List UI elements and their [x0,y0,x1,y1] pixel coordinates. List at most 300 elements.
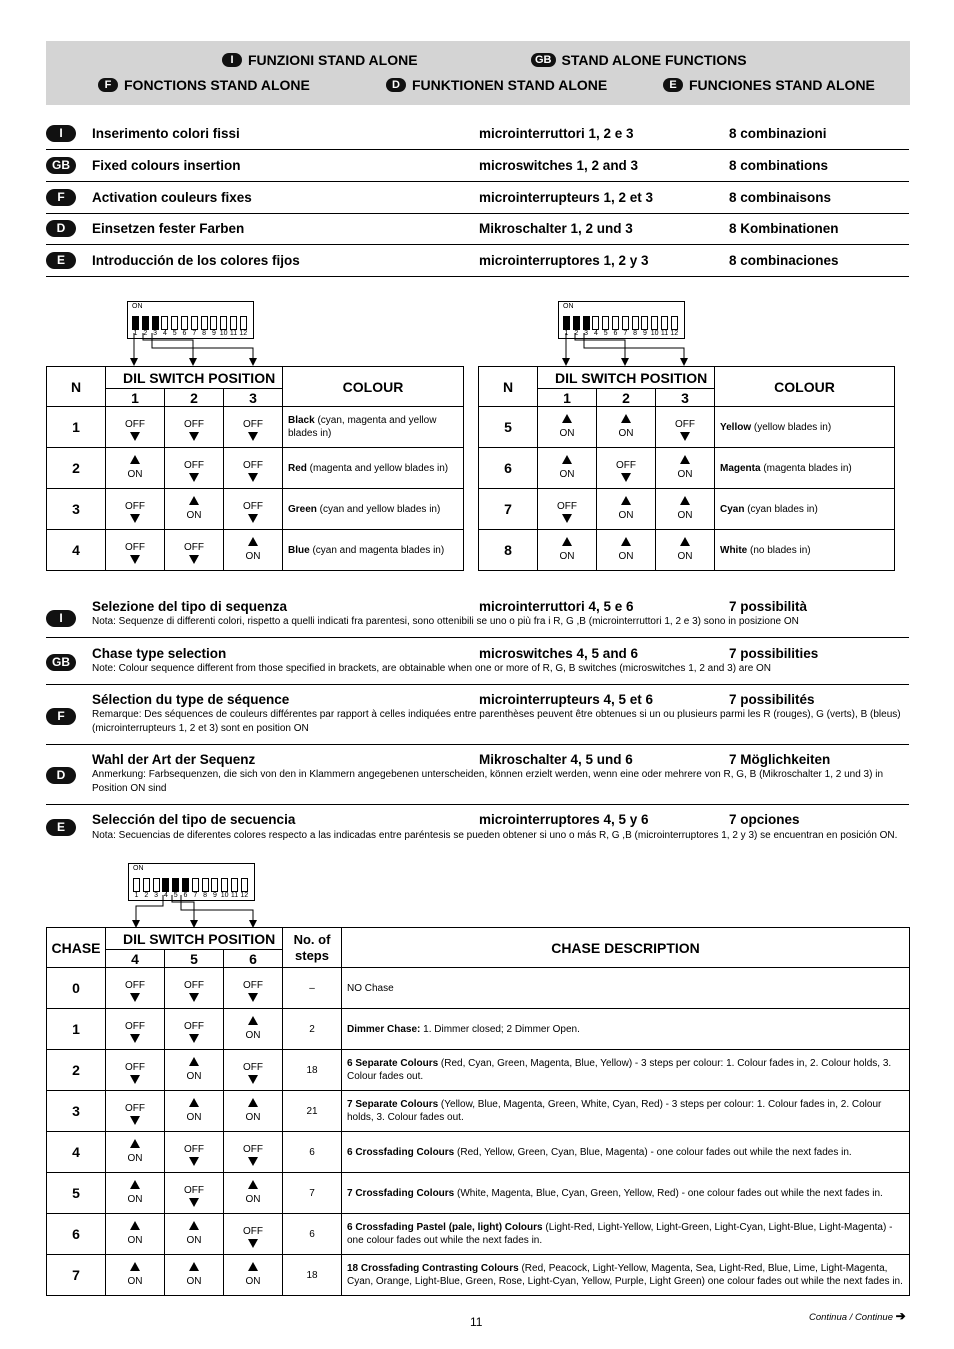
header-dil-switch: DIL SWITCH POSITION [106,928,283,950]
switch-state-off [106,407,165,448]
arrow-down-icon [248,1075,258,1084]
dip-switch-number: 9 [642,330,647,337]
chase-table [46,927,910,1296]
row-number: 4 [47,530,106,571]
dip-switch-number: 12 [239,330,248,337]
chase-number: 4 [47,1132,106,1173]
arrow-up-icon [130,1139,140,1148]
chase-detail: 1. Dimmer closed; 2 Dimmer Open. [420,1023,580,1035]
state-label: ON [186,1111,202,1123]
state-label: OFF [243,979,263,991]
switch-state-off [165,530,224,571]
colour-description [715,407,895,448]
state-label: OFF [184,979,204,991]
chase-name: Dimmer Chase: [347,1023,421,1035]
arrow-up-icon [248,1262,258,1271]
header-switch-6: 6 [224,950,283,968]
steps-count: 18 [283,1255,342,1296]
state-label: OFF [557,500,577,512]
dip-switch-number: 1 [133,330,138,337]
arrow-down-icon [248,993,258,1002]
banner-text: FONCTIONS STAND ALONE [124,77,310,93]
dip-switch-number: 7 [193,892,198,899]
state-label: ON [677,468,693,480]
colour-name: White [720,544,748,556]
state-label: ON [186,1070,202,1082]
header-switch-3: 3 [656,389,715,407]
row-switches: microinterrupteurs 1, 2 et 3 [479,190,654,205]
switch-state-off [165,1132,224,1173]
dip-switch-number: 2 [574,330,579,337]
chase-description [342,1132,910,1173]
arrow-up-icon [130,1262,140,1271]
row-switches: microinterruttori 1, 2 e 3 [479,126,634,141]
switch-state-on [165,489,224,530]
header-dil-switch: DIL SWITCH POSITION [106,367,283,389]
colour-detail: (cyan, magenta and yellow blades in) [288,415,437,439]
row-possibilities: 7 opciones [729,812,800,827]
row-combos: 8 combinations [729,158,829,173]
colour-detail: (cyan and yellow blades in) [316,503,441,515]
dip-switch-number: 7 [192,330,197,337]
table-row [47,530,464,571]
arrow-up-icon [130,455,140,464]
row-possibilities: 7 possibilità [729,599,808,614]
state-label: ON [618,427,634,439]
dip-switch-number: 11 [660,330,669,337]
switch-state-on [224,530,283,571]
dip-switch-number: 3 [584,330,589,337]
switch-state-on [656,489,715,530]
chase-number: 6 [47,1214,106,1255]
chase-name: 18 Crossfading Contrasting Colours [347,1263,519,1274]
state-label: ON [127,468,143,480]
arrow-down-icon [248,1157,258,1166]
arrow-down-icon [130,993,140,1002]
chase-description [342,1255,910,1296]
state-label: OFF [243,1061,263,1073]
lang-badge: GB [46,157,76,174]
table-row [47,1214,910,1255]
row-switches: microswitches 4, 5 and 6 [479,646,639,661]
row-title: Selezione del tipo di sequenza [92,599,288,614]
dip-switch-number: 7 [623,330,628,337]
state-label: OFF [125,1061,145,1073]
row-title: Introducción de los colores fijos [92,253,300,268]
dip-switch-number: 8 [202,330,207,337]
header-colour: COLOUR [715,367,895,407]
state-label: OFF [184,1020,204,1032]
arrow-down-icon [248,473,258,482]
fixed-row-fr [46,181,909,214]
chase-name: 7 Separate Colours [347,1099,439,1110]
arrow-down-icon [248,1239,258,1248]
row-number: 8 [479,530,538,571]
chase-detail: (Red, Cyan, Green, Magenta, Blue, Yellow) - 3 steps per colour: 1. Colour fades in, 2. Colour holds, 3. Colour fades out. [347,1058,892,1082]
colour-description [283,489,464,530]
lang-badge: E [46,819,76,836]
arrow-down-icon [189,555,199,564]
dip-on-label: ON [132,303,143,310]
state-label: OFF [184,1143,204,1155]
state-label: ON [127,1234,143,1246]
arrow-up-icon [562,455,572,464]
state-label: ON [618,509,634,521]
colour-description [283,407,464,448]
state-label: OFF [243,500,263,512]
arrow-down-icon [130,514,140,523]
switch-state-off [165,1173,224,1214]
state-label: ON [127,1193,143,1205]
row-title: Activation couleurs fixes [92,190,252,205]
row-switches: Mikroschalter 4, 5 und 6 [479,752,633,767]
arrow-down-icon [130,1034,140,1043]
colour-detail: (magenta blades in) [760,462,852,474]
state-label: OFF [243,1143,263,1155]
colour-detail: (no blades in) [747,544,811,556]
colour-detail: (cyan blades in) [744,503,818,515]
switch-state-off [165,1009,224,1050]
state-label: OFF [184,459,204,471]
arrow-up-icon [248,537,258,546]
row-number: 3 [47,489,106,530]
state-label: OFF [184,541,204,553]
arrow-right-icon: ➔ [895,1309,906,1323]
arrow-up-icon [680,455,690,464]
switch-state-off [165,448,224,489]
arrow-up-icon [189,496,199,505]
row-switches: microinterruptores 1, 2 y 3 [479,253,649,268]
switch-state-on [106,448,165,489]
colour-name: Yellow [720,421,752,433]
header-switch-1: 1 [106,389,165,407]
chase-number: 0 [47,968,106,1009]
continue-note [809,1309,906,1323]
arrow-up-icon [130,1180,140,1189]
switch-state-on [224,1173,283,1214]
arrow-down-icon [130,432,140,441]
dip-switch-number: 12 [240,892,249,899]
colour-name: Blue [288,544,310,556]
steps-count: 18 [283,1050,342,1091]
dip-switch-number: 9 [212,892,217,899]
row-number: 2 [47,448,106,489]
switch-state-on [597,530,656,571]
header-chase-description: CHASE DESCRIPTION [342,928,910,968]
state-label: ON [677,550,693,562]
switch-state-on [597,489,656,530]
row-switches: microinterrupteurs 4, 5 et 6 [479,692,654,707]
banner-title-gb [531,52,747,68]
banner-title-it [222,52,418,68]
state-label: OFF [125,418,145,430]
steps-count: 6 [283,1214,342,1255]
row-number: 5 [479,407,538,448]
row-possibilities: 7 possibilités [729,692,815,707]
table-row [47,448,464,489]
arrow-up-icon [189,1098,199,1107]
switch-state-off [106,530,165,571]
banner-title-es [663,77,875,93]
lang-badge: F [46,708,76,725]
arrow-up-icon [248,1016,258,1025]
page-number: 11 [470,1315,483,1329]
dip-switch-number: 6 [613,330,618,337]
dip-switch-number: 11 [230,892,239,899]
table-row [47,1050,910,1091]
chase-detail: (Light-Red, Light-Yellow, Light-Green, Light-Cyan, Light-Blue, Light-Magenta) - one colour fades out while the next fades in. [347,1222,893,1246]
dip-switch-number: 5 [603,330,608,337]
row-title: Sélection du type de séquence [92,692,290,707]
switch-state-off [106,1009,165,1050]
switch-state-on [106,1214,165,1255]
switch-connector-arrows [128,890,268,930]
switch-state-off [165,407,224,448]
header-chase: CHASE [47,928,106,968]
state-label: ON [186,509,202,521]
lang-badge: I [46,125,76,142]
continue-text: Continua / Continue [809,1312,893,1323]
row-title: Selección del tipo de secuencia [92,812,296,827]
header-switch-5: 5 [165,950,224,968]
dip-switch-number: 10 [219,330,228,337]
state-label: OFF [125,1102,145,1114]
row-title: Fixed colours insertion [92,158,241,173]
lang-badge-fr: F [98,78,118,92]
arrow-down-icon [248,514,258,523]
lang-badge: GB [46,654,76,671]
colour-description [715,530,895,571]
dip-switch-number: 9 [211,330,216,337]
lang-badge-de: D [386,78,406,92]
steps-count: 21 [283,1091,342,1132]
table-row [479,448,895,489]
switch-state-off [597,448,656,489]
arrow-down-icon [621,473,631,482]
arrow-up-icon [621,496,631,505]
state-label: ON [618,550,634,562]
lang-badge-gb: GB [531,53,556,67]
arrow-down-icon [189,432,199,441]
lang-badge-it: I [222,53,242,67]
arrow-down-icon [130,1075,140,1084]
chase-detail: (Yellow, Blue, Magenta, Green, White, Cyan, Red) - 3 steps per colour: 1. Colour fades in, 2. Colour holds, 3. Colour fades out. [347,1099,882,1123]
arrow-down-icon [130,555,140,564]
arrow-up-icon [621,537,631,546]
chase-number: 5 [47,1173,106,1214]
switch-state-off [656,407,715,448]
switch-state-off [538,489,597,530]
header-n: N [47,367,106,407]
lang-badge: D [46,220,76,237]
colour-detail: (magenta and yellow blades in) [306,462,449,474]
arrow-down-icon [189,1157,199,1166]
switch-state-on [656,530,715,571]
colour-detail: (yellow blades in) [751,421,832,433]
dip-switch-number: 5 [172,330,177,337]
chase-description [342,1214,910,1255]
lang-badge: I [46,610,76,627]
fixed-row-es [46,244,909,277]
header-n: N [479,367,538,407]
state-label: OFF [125,500,145,512]
header-switch-2: 2 [165,389,224,407]
state-label: OFF [125,541,145,553]
row-note: Nota: Secuencias de diferentes colores respecto a las indicadas entre paréntesis se pueden obtener si uno o más R, G ,B (microinterruptores 1, 2 y 3) se encuentran en posición ON. [92,830,898,841]
table-row [47,407,464,448]
chase-detail: NO Chase [347,982,394,994]
colour-description [715,448,895,489]
row-switches: Mikroschalter 1, 2 und 3 [479,221,633,236]
sequence-row-de [46,744,909,805]
switch-state-off [224,407,283,448]
state-label: ON [245,1111,261,1123]
state-label: OFF [243,459,263,471]
state-label: ON [677,509,693,521]
row-title: Einsetzen fester Farben [92,221,245,236]
state-label: OFF [616,459,636,471]
arrow-up-icon [130,1221,140,1230]
sequence-row-es [46,804,909,848]
switch-state-off [224,1214,283,1255]
dip-switch-number: 5 [173,892,178,899]
colour-name: Green [288,503,317,515]
row-switches: microinterruptores 4, 5 y 6 [479,812,649,827]
switch-state-off [224,968,283,1009]
table-row [47,489,464,530]
state-label: ON [245,1275,261,1287]
dip-on-label: ON [133,865,144,872]
row-switches: microinterruttori 4, 5 e 6 [479,599,634,614]
chase-number: 3 [47,1091,106,1132]
arrow-down-icon [680,432,690,441]
dip-switch-number: 8 [633,330,638,337]
row-combos: 8 Kombinationen [729,221,839,236]
dip-switch-number: 6 [182,330,187,337]
state-label: ON [245,1193,261,1205]
chase-name: 6 Crossfading Colours [347,1146,455,1158]
table-row [47,1091,910,1132]
arrow-down-icon [248,432,258,441]
chase-name: 6 Crossfading Pastel (pale, light) Colours [347,1222,543,1233]
dip-switch-number: 3 [154,892,159,899]
chase-description [342,1173,910,1214]
dip-switch-number: 11 [229,330,238,337]
row-possibilities: 7 possibilities [729,646,819,661]
switch-state-on [165,1214,224,1255]
arrow-up-icon [680,537,690,546]
row-combos: 8 combinazioni [729,126,827,141]
table-row [479,407,895,448]
state-label: ON [127,1152,143,1164]
dip-switch-number: 4 [162,330,167,337]
table-row [47,1173,910,1214]
colour-name: Magenta [720,462,761,474]
arrow-up-icon [562,537,572,546]
row-combos: 8 combinaciones [729,253,839,268]
switch-state-off [106,489,165,530]
dip-switch-number: 6 [183,892,188,899]
dip-switch-number: 2 [144,892,149,899]
table-row [47,1132,910,1173]
sequence-row-gb [46,637,909,685]
row-possibilities: 7 Möglichkeiten [729,752,831,767]
table-row [47,1255,910,1296]
arrow-down-icon [562,514,572,523]
switch-connector-arrows [558,328,698,368]
arrow-down-icon [189,1198,199,1207]
banner-text: FUNCIONES STAND ALONE [689,77,875,93]
state-label: OFF [125,1020,145,1032]
chase-description [342,1009,910,1050]
dip-switch-number: 10 [650,330,659,337]
row-title: Inserimento colori fissi [92,126,240,141]
banner-text: FUNKTIONEN STAND ALONE [412,77,608,93]
arrow-down-icon [130,1116,140,1125]
chase-detail: (Red, Yellow, Green, Cyan, Blue, Magenta) - one colour fades out while the next fades in. [454,1146,852,1158]
switch-state-on [538,448,597,489]
colour-description [283,530,464,571]
fixed-row-gb [46,149,909,182]
switch-state-on [538,407,597,448]
lang-badge-es: E [663,78,683,92]
chase-description [342,968,910,1009]
table-row [47,968,910,1009]
chase-number: 1 [47,1009,106,1050]
state-label: ON [245,1029,261,1041]
header-switch-1: 1 [538,389,597,407]
arrow-down-icon [189,473,199,482]
header-switch-4: 4 [106,950,165,968]
state-label: OFF [675,418,695,430]
steps-count: – [283,968,342,1009]
state-label: ON [186,1234,202,1246]
header-steps: No. of steps [283,928,342,968]
lang-badge: F [46,189,76,206]
switch-state-on [224,1091,283,1132]
switch-state-off [165,968,224,1009]
switch-state-on [165,1091,224,1132]
switch-state-on [106,1255,165,1296]
arrow-up-icon [562,414,572,423]
banner-text: STAND ALONE FUNCTIONS [561,52,747,68]
switch-state-on [165,1050,224,1091]
switch-state-off [106,1050,165,1091]
steps-count: 6 [283,1132,342,1173]
arrow-up-icon [248,1180,258,1189]
arrow-up-icon [248,1098,258,1107]
banner-title-fr [98,77,310,93]
row-switches: microswitches 1, 2 and 3 [479,158,639,173]
colour-name: Black [288,415,315,426]
row-title: Wahl der Art der Sequenz [92,752,256,767]
header-banner [46,41,910,105]
header-switch-2: 2 [597,389,656,407]
colour-description [283,448,464,489]
dip-switch-number: 2 [143,330,148,337]
arrow-down-icon [189,993,199,1002]
state-label: ON [245,550,261,562]
row-note: Note: Colour sequence different from those specified in brackets, are obtainable when one or more of R, G, B switches (microswitches 1, 2 and 3) are ON [92,663,772,674]
colour-detail: (cyan and magenta blades in) [309,544,445,556]
sequence-row-it [46,594,909,638]
chase-description [342,1050,910,1091]
row-note: Anmerkung: Farbsequenzen, die sich von den in Klammern angegebenen unterscheiden, können erzielt werden, wenn eine oder mehrere von R, G, B (Mikroschalter 1, 2 und 3) in Position ON sind [92,769,884,794]
switch-state-on [656,448,715,489]
chase-number: 2 [47,1050,106,1091]
arrow-up-icon [189,1221,199,1230]
lang-badge: D [46,767,76,784]
